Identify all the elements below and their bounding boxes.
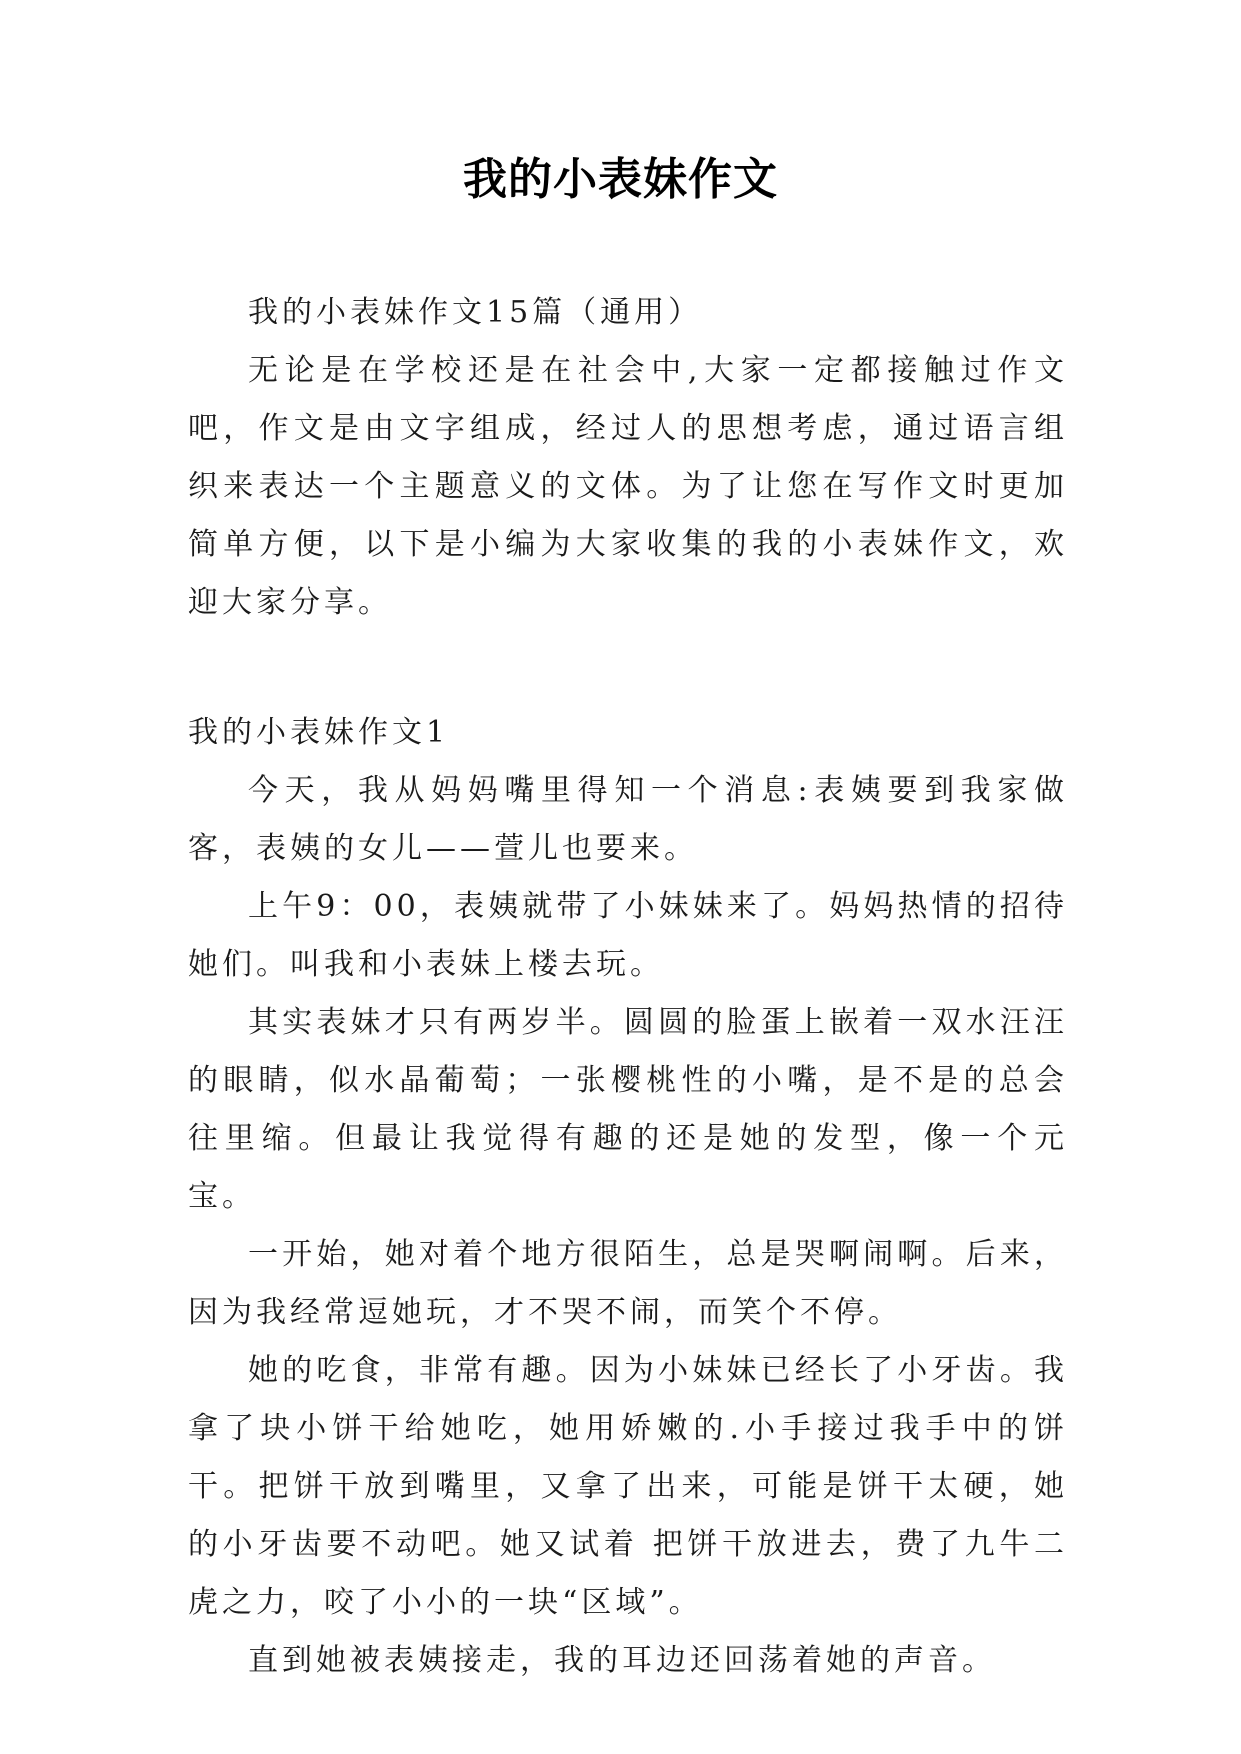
body-paragraph: 上午9：00，表姨就带了小妹妹来了。妈妈热情的招待她们。叫我和小表妹上楼去玩。 [188,889,1068,982]
body-paragraph: 今天，我从妈妈嘴里得知一个消息:表姨要到我家做客，表姨的女儿——萱儿也要来。 [188,773,1068,866]
document-body [188,284,1068,1690]
intro-paragraph: 无论是在学校还是在社会中,大家一定都接触过作文吧，作文是由文字组成，经过人的思想考虑，通过语言组织来表达一个主题意义的文体。为了让您在写作文时更加简单方便，以下是小编为大家收集的我的小表妹作文，欢迎大家分享。 [188,353,1068,620]
body-paragraph: 其实表妹才只有两岁半。圆圆的脸蛋上嵌着一双水汪汪的眼睛，似水晶葡萄；一张樱桃性的小嘴，是不是的总会往里缩。但最让我觉得有趣的还是她的发型，像一个元宝。 [188,1005,1068,1214]
section-spacer [188,632,1068,704]
body-paragraph: 直到她被表姨接走，我的耳边还回荡着她的声音。 [248,1643,996,1678]
section-heading: 我的小表妹作文1 [188,715,450,750]
body-paragraph: 一开始，她对着个地方很陌生，总是哭啊闹啊。后来，因为我经常逗她玩，才不哭不闹，而笑个不停。 [188,1237,1068,1330]
body-paragraph: 她的吃食，非常有趣。因为小妹妹已经长了小牙齿。我拿了块小饼干给她吃，她用娇嫩的.小手接过我手中的饼干。把饼干放到嘴里，又拿了出来，可能是饼干太硬，她的小牙齿要不动吧。她又试着 把饼干放进去，费了九牛二虎之力，咬了小小的一块“区域”。 [188,1353,1068,1620]
document-title: 我的小表妹作文 [463,154,778,205]
document-subtitle: 我的小表妹作文15篇（通用） [248,295,703,330]
